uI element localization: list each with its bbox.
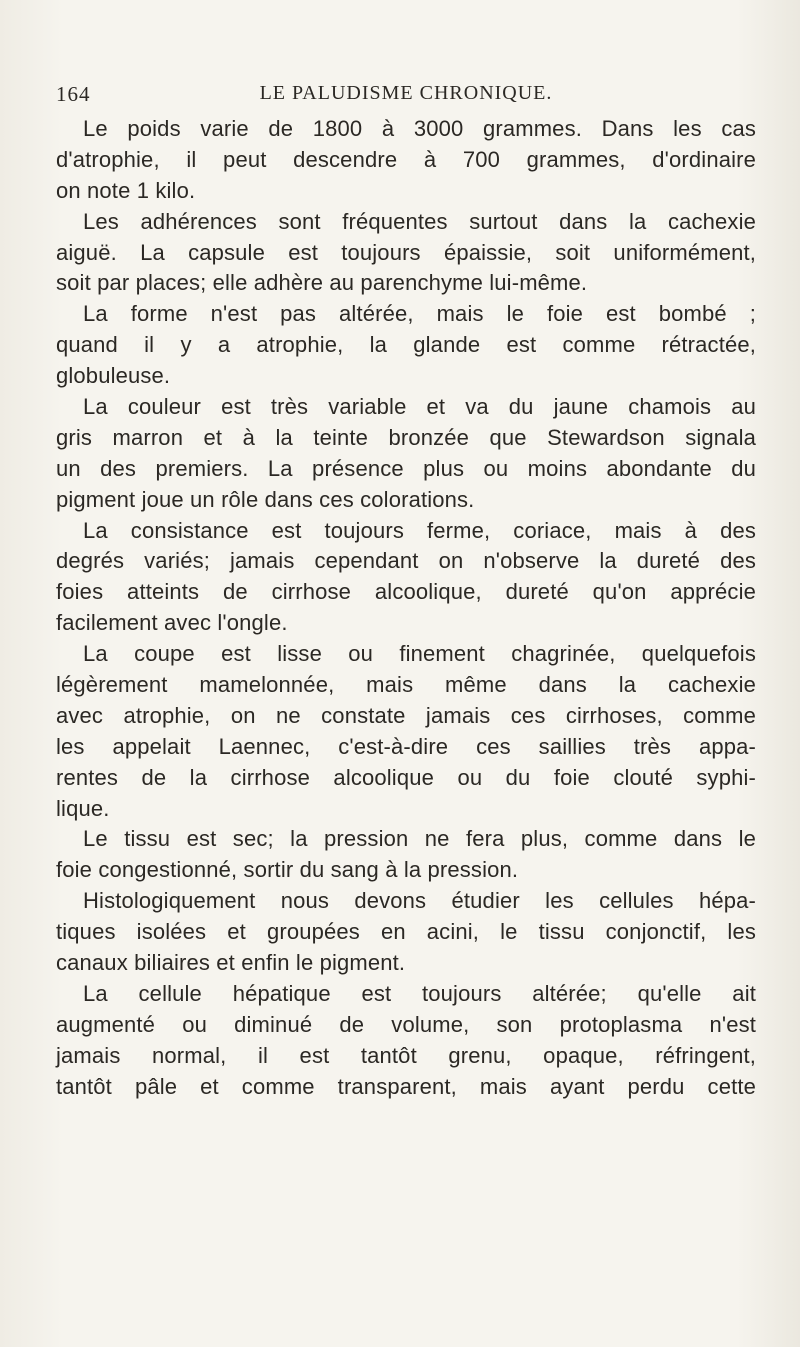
text-line: rentes de la cirrhose alcoolique ou du foie clouté syphi- [56, 764, 756, 790]
text-line: lique. [56, 795, 110, 821]
text-line: La coupe est lisse ou finement chagrinée, quelquefois [83, 641, 756, 667]
text-line: un des premiers. La présence plus ou moins abondante du [56, 455, 756, 481]
text-line: pigment joue un rôle dans ces colorations. [56, 486, 475, 512]
page-header [56, 82, 756, 112]
text-line: quand il y a atrophie, la glande est comme rétractée, [56, 332, 756, 358]
text-line: La consistance est toujours ferme, coriace, mais à des [83, 517, 756, 543]
text-line: jamais normal, il est tantôt grenu, opaque, réfringent, [56, 1042, 756, 1068]
body-text [56, 114, 756, 1103]
page-number: 164 [56, 82, 91, 106]
text-line: tiques isolées et groupées en acini, le tissu conjonctif, les [56, 919, 756, 945]
text-line: foies atteints de cirrhose alcoolique, dureté qu'on apprécie [56, 579, 756, 605]
text-line: globuleuse. [56, 363, 171, 389]
text-line: tantôt pâle et comme transparent, mais ayant perdu cette [56, 1073, 756, 1099]
text-line: gris marron et à la teinte bronzée que Stewardson signala [56, 424, 756, 450]
text-line: d'atrophie, il peut descendre à 700 grammes, d'ordinaire [56, 146, 756, 172]
text-line: La forme n'est pas altérée, mais le foie est bombé ; [83, 301, 756, 327]
text-line: aiguë. La capsule est toujours épaissie, soit uniformément, [56, 239, 756, 265]
text-line: on note 1 kilo. [56, 177, 196, 203]
text-line: avec atrophie, on ne constate jamais ces cirrhoses, comme [56, 702, 756, 728]
text-line: Le tissu est sec; la pression ne fera plus, comme dans le [83, 826, 756, 852]
text-line: Les adhérences sont fréquentes surtout dans la cachexie [83, 208, 756, 234]
text-line: légèrement mamelonnée, mais même dans la cachexie [56, 672, 756, 698]
text-line: Le poids varie de 1800 à 3000 grammes. Dans les cas [83, 116, 756, 141]
text-line: La couleur est très variable et va du jaune chamois au [83, 394, 756, 420]
text-line: soit par places; elle adhère au parenchyme lui-même. [56, 270, 588, 296]
running-title: LE PALUDISME CHRONIQUE. [259, 82, 553, 104]
text-line: les appelait Laennec, c'est-à-dire ces saillies très appa- [56, 733, 756, 759]
text-line: facilement avec l'ongle. [56, 610, 288, 636]
text-line: foie congestionné, sortir du sang à la pression. [56, 857, 519, 883]
text-line: Histologiquement nous devons étudier les cellules hépa- [83, 888, 756, 914]
text-line: degrés variés; jamais cependant on n'observe la dureté des [56, 548, 756, 574]
text-line: La cellule hépatique est toujours altérée; qu'elle ait [83, 980, 756, 1006]
text-line: canaux biliaires et enfin le pigment. [56, 950, 406, 976]
text-line: augmenté ou diminué de volume, son protoplasma n'est [56, 1011, 756, 1037]
